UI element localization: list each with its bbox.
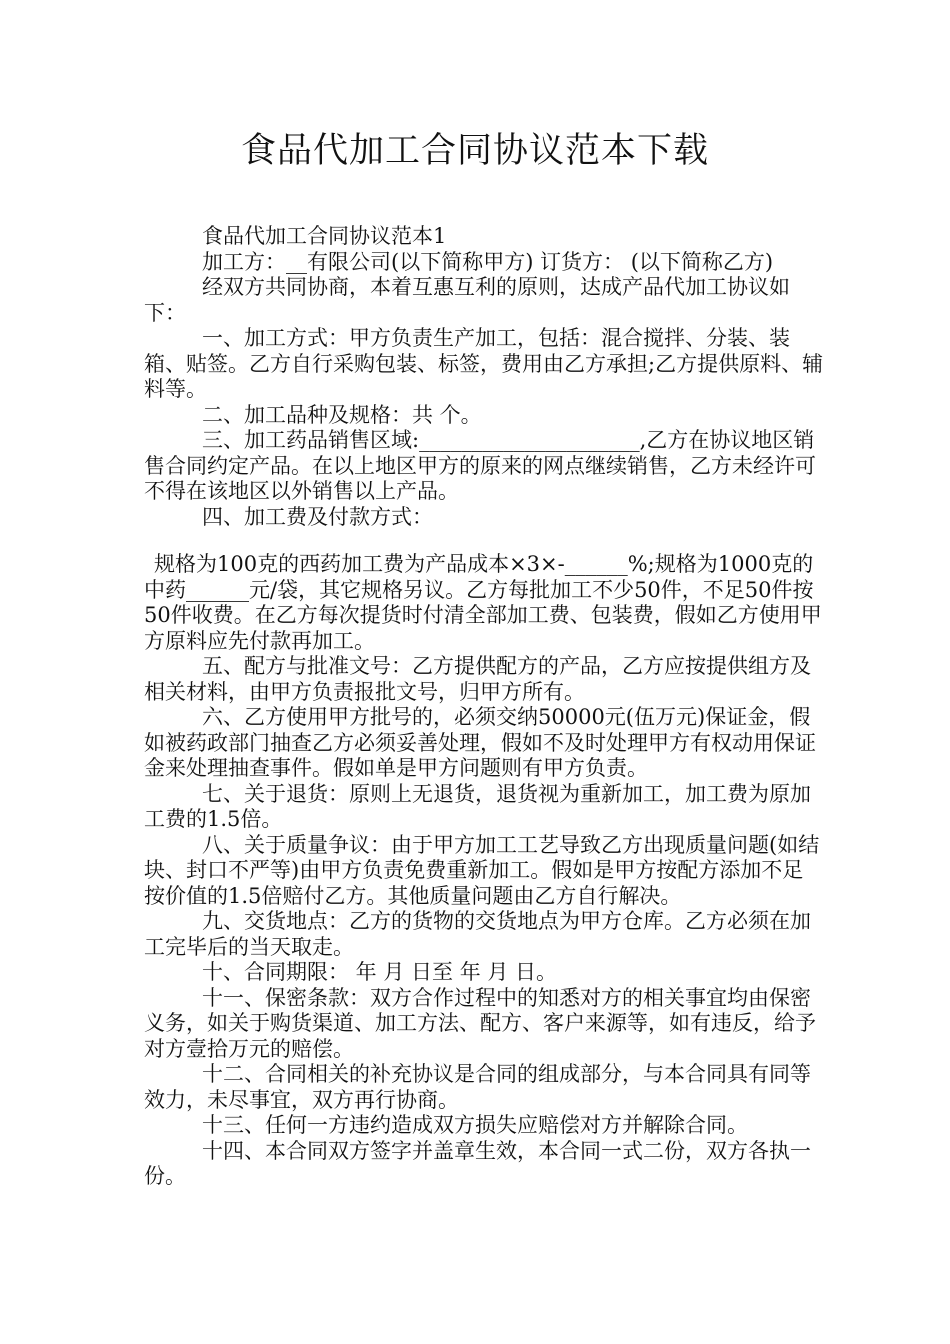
clause-7: 七、关于退货：原则上无退货，退货视为重新加工，加工费为原加工费的1.5倍。 bbox=[144, 781, 811, 831]
parties-paragraph: 加工方：__有限公司(以下简称甲方) 订货方： (以下简称乙方) bbox=[202, 249, 774, 274]
clause-4: 四、加工费及付款方式： bbox=[202, 504, 433, 529]
clause-5: 五、配方与批准文号：乙方提供配方的产品，乙方应按提供组方及相关材料，由甲方负责报批文号，归甲方所有。 bbox=[144, 654, 811, 704]
clause-14: 十四、本合同双方签字并盖章生效，本合同一式二份，双方各执一份。 bbox=[144, 1138, 811, 1188]
section-heading: 食品代加工合同协议范本1 bbox=[202, 224, 447, 248]
document-body bbox=[144, 224, 824, 1190]
clause-3: 三、加工药品销售区域:_____________________,乙方在协议地区销售合同约定产品。在以上地区甲方的原来的网点继续销售，乙方未经许可不得在该地区以外销售以上产品。 bbox=[144, 428, 816, 503]
clause-6: 六、乙方使用甲方批号的，必须交纳50000元(伍万元)保证金，假如被药政部门抽查乙方必须妥善处理，假如不及时处理甲方有权动用保证金来处理抽查事件。假如单是甲方问题则有甲方负责。 bbox=[144, 705, 816, 780]
clause-1: 一、加工方式：甲方负责生产加工，包括：混合搅拌、分装、装箱、贴签。乙方自行采购包装、标签，费用由乙方承担;乙方提供原料、辅料等。 bbox=[144, 326, 824, 401]
clause-9: 九、交货地点：乙方的货物的交货地点为甲方仓库。乙方必须在加工完毕后的当天取走。 bbox=[144, 909, 811, 959]
clause-2: 二、加工品种及规格：共 个。 bbox=[202, 402, 482, 427]
preamble-paragraph: 经双方共同协商，本着互惠互利的原则，达成产品代加工协议如下： bbox=[144, 275, 790, 325]
clause-13: 十三、任何一方违约造成双方损失应赔偿对方并解除合同。 bbox=[202, 1113, 748, 1137]
clause-12: 十二、合同相关的补充协议是合同的组成部分，与本合同具有同等效力，未尽事宜，双方再行协商。 bbox=[144, 1062, 811, 1112]
clause-11: 十一、保密条款：双方合作过程中的知悉对方的相关事宜均由保密义务，如关于购货渠道、加工方法、配方、客户来源等，如有违反，给予对方壹拾万元的赔偿。 bbox=[144, 985, 816, 1061]
clause-10: 十、合同期限： 年 月 日至 年 月 日。 bbox=[202, 960, 558, 984]
clause-4-detail: 规格为100克的西药加工费为产品成本×3×-______%;规格为1000克的中药______元/袋，其它规格另议。乙方每批加工不少50件，不足50件按50件收费。在乙方每次提货时付清全部加工费、包装费，假如乙方使用甲方原料应先付款再加工。 bbox=[144, 552, 822, 653]
document-title: 食品代加工合同协议范本下载 bbox=[240, 131, 709, 171]
blank-line bbox=[144, 530, 824, 552]
clause-8: 八、关于质量争议：由于甲方加工工艺导致乙方出现质量问题(如结块、封口不严等)由甲方负责免费重新加工。假如是甲方按配方添加不足按价值的1.5倍赔付乙方。其他质量问题由乙方自行解决。 bbox=[144, 832, 820, 908]
